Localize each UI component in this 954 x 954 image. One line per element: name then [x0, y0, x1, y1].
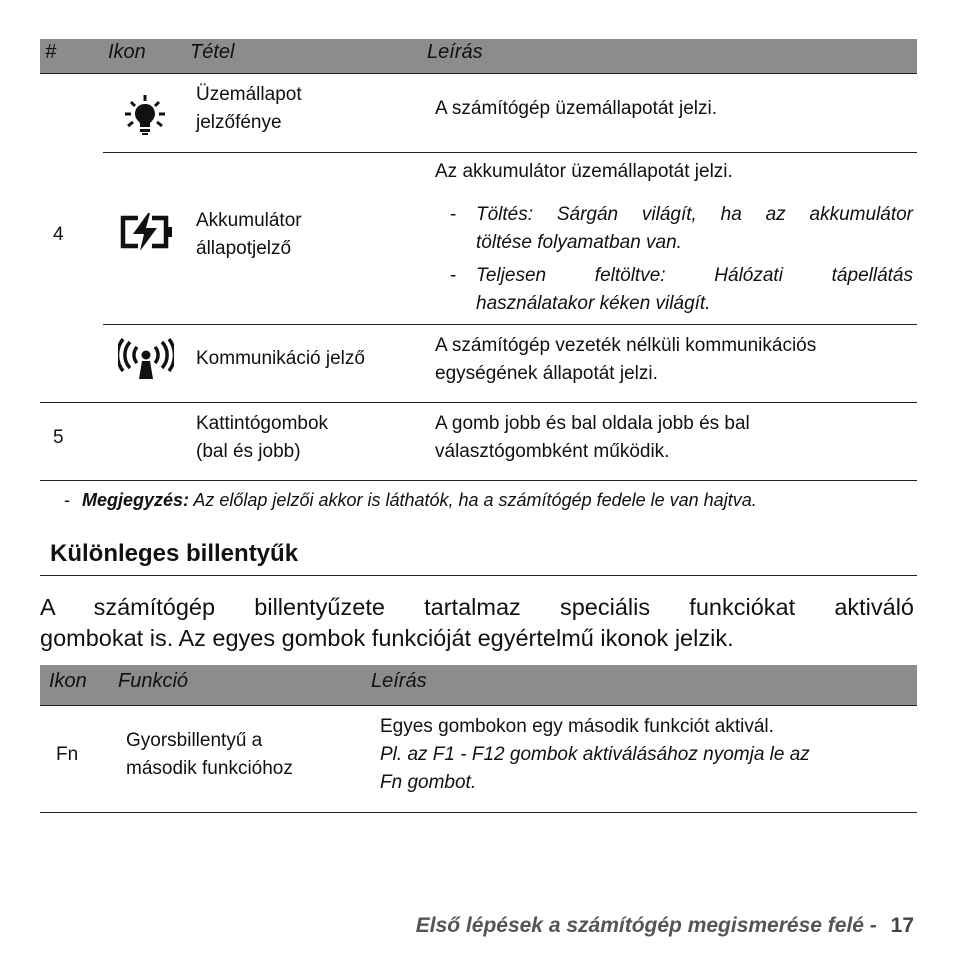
- table2-header: [40, 665, 917, 705]
- note-dash: -: [64, 490, 70, 510]
- table2-bottom-rule: [40, 812, 917, 813]
- footer-title: Első lépések a számítógép megismerése felé -: [415, 914, 877, 937]
- table1-bottom-rule: [40, 480, 917, 481]
- power-indicator-label: Üzemállapot jelzőfénye: [196, 84, 302, 133]
- row-divider: [103, 152, 917, 153]
- table2-header-icon: Ikon: [49, 670, 87, 692]
- table1-header-item: Tétel: [190, 41, 235, 63]
- row-number-5: 5: [53, 427, 64, 448]
- section-rule: [40, 575, 917, 576]
- note-text: Az előlap jelzői akkor is láthatók, ha a számítógép fedele le van hajtva.: [189, 490, 757, 510]
- light-bulb-icon: [123, 93, 167, 137]
- table2-header-function: Funkció: [118, 670, 189, 692]
- click-buttons-description: A gomb jobb és bal oldala jobb és bal választógombként működik.: [435, 413, 750, 462]
- table1-header-rule: [40, 73, 917, 74]
- section-paragraph: A számítógép billentyűzete tartalmaz speciális funkciókat aktiváló gombokat is. Az egyes gombok funkcióját egyértelmű ikonok jelzik.: [40, 594, 914, 651]
- note-label: Megjegyzés:: [82, 490, 190, 510]
- battery-charging-icon: [118, 212, 174, 252]
- battery-charging-bullet: - Töltés: Sárgán világít, ha az akkumulátor töltése folyamatban van.: [450, 204, 913, 253]
- fn-key-description: Egyes gombokon egy második funkciót aktivál. Pl. az F1 - F12 gombok aktiválásához nyomja le az Fn gombot.: [380, 716, 810, 793]
- page-number: 17: [890, 914, 914, 937]
- power-indicator-description: A számítógép üzemállapotát jelzi.: [435, 98, 717, 119]
- battery-indicator-label: Akkumulátor állapotjelző: [196, 210, 302, 259]
- table1-header-description: Leírás: [427, 41, 483, 63]
- row-divider: [103, 324, 917, 325]
- section-title: Különleges billentyűk: [50, 540, 299, 567]
- table1-header-icon: Ikon: [108, 41, 146, 63]
- communication-indicator-label: Kommunikáció jelző: [196, 348, 365, 369]
- wireless-communication-icon: [118, 338, 174, 380]
- battery-full-bullet: - Teljesen feltöltve: Hálózati tápellátás használatakor kéken világít.: [450, 265, 913, 314]
- row-divider: [40, 402, 917, 403]
- click-buttons-label: Kattintógombok (bal és jobb): [196, 413, 329, 462]
- communication-indicator-description: A számítógép vezeték nélküli kommunikációs egységének állapotát jelzi.: [435, 335, 817, 384]
- page-footer: [416, 914, 914, 938]
- fn-key-icon: Fn: [56, 744, 79, 765]
- table2-header-description: Leírás: [371, 670, 427, 692]
- battery-indicator-description: Az akkumulátor üzemállapotát jelzi.: [435, 161, 733, 182]
- table1-header: [40, 39, 917, 73]
- fn-key-function: Gyorsbillentyű a második funkcióhoz: [126, 730, 293, 779]
- table1-header-number: #: [45, 41, 57, 63]
- note: [64, 488, 757, 512]
- table2-header-rule: [40, 705, 917, 706]
- row-number-4: 4: [53, 224, 64, 245]
